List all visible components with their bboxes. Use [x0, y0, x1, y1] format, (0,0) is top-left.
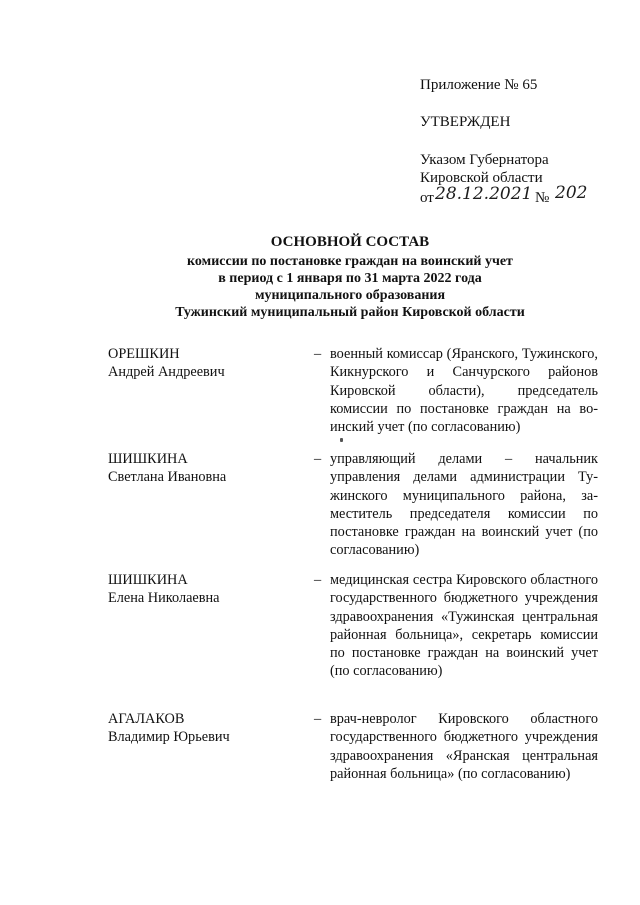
appendix-number: Приложение № 65	[420, 77, 538, 93]
member-given-name: Елена Николаевна	[108, 590, 220, 607]
handwritten-number: 202	[555, 183, 588, 203]
member-role: военный комиссар (Яранского, Тужинского, Кикнурского и Санчурского районов Кировской области), председатель комиссии по постановке граждан на воинский учет (по согласованию)	[330, 346, 598, 436]
scan-speck	[340, 438, 343, 442]
title-line-4: Тужинский муниципальный район Кировской области	[175, 305, 525, 320]
member-name	[108, 710, 308, 747]
member-name	[108, 345, 308, 382]
member-given-name: Светлана Ивановна	[108, 469, 227, 486]
member-surname: ШИШКИНА	[108, 451, 188, 467]
member-surname: ШИШКИНА	[108, 572, 188, 588]
number-sign: №	[535, 190, 550, 206]
dash-separator: –	[314, 572, 322, 588]
title-line-2: в период с 1 января по 31 марта 2022 года	[218, 271, 482, 286]
title-line-3: муниципального образования	[254, 288, 446, 303]
date-prefix: от	[420, 190, 434, 206]
dash-separator: –	[314, 711, 322, 727]
member-name	[108, 571, 308, 608]
approved-stamp: УТВЕРЖДЕН	[420, 114, 511, 130]
decree-date-line	[420, 183, 620, 209]
title-main: ОСНОВНОЙ СОСТАВ	[270, 234, 430, 250]
member-role: управляющий делами – начальник управления делами администрации Тужинского муниципального района, заместитель председателя комиссии по постановке граждан на воинский учет (по согласованию)	[330, 451, 598, 559]
member-given-name: Владимир Юрьевич	[108, 729, 230, 746]
member-name	[108, 450, 308, 487]
member-role: врач-невролог Кировского областного государственного бюджетного учреждения здравоохранения «Яранская центральная районная больница» (по согласованию)	[330, 711, 598, 782]
title-line-1: комиссии по постановке граждан на воинский учет	[187, 254, 513, 269]
decree-line-2: Кировской области	[420, 170, 543, 186]
member-surname: АГАЛАКОВ	[108, 711, 185, 727]
dash-separator: –	[314, 346, 322, 362]
approval-block	[420, 76, 620, 209]
member-role: медицинская сестра Кировского областного государственного бюджетного учреждения здравоохранения «Тужинская центральная районная больница», секретарь комиссии по постановке граждан на воинский учет (по согласованию)	[330, 572, 598, 680]
decree-line-1: Указом Губернатора	[420, 152, 549, 168]
member-surname: ОРЕШКИН	[108, 346, 180, 362]
document-title	[0, 234, 640, 321]
handwritten-date: 28.12.2021	[435, 184, 533, 204]
dash-separator: –	[314, 451, 322, 467]
member-given-name: Андрей Андреевич	[108, 364, 225, 381]
